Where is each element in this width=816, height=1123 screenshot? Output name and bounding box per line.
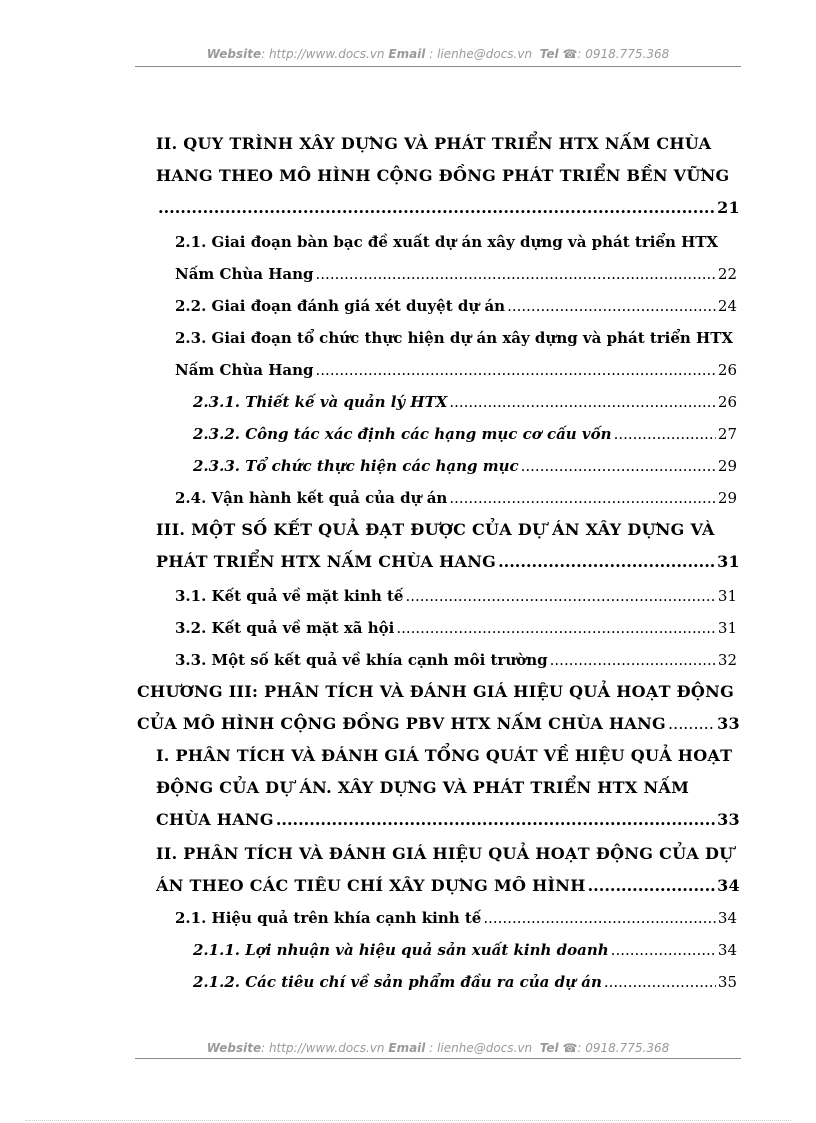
- page-footer: [135, 1041, 741, 1055]
- toc-page-number: 31: [717, 587, 737, 605]
- toc-entry-2-3-line1[interactable]: 2.3. Giai đoạn tổ chức thực hiện dự án xây dựng và phát triển HTX: [175, 329, 734, 347]
- toc-page-number: 34: [717, 876, 740, 895]
- footer-email-label: Email: [388, 1041, 426, 1055]
- toc-entry-2-3-1[interactable]: 2.3.1. Thiết kế và quản lý HTX ..... 26: [193, 392, 737, 412]
- toc-page-number: 35: [717, 973, 737, 991]
- toc-entry-c3-section-1-line2[interactable]: ĐỘNG CỦA DỰ ÁN. XÂY DỰNG VÀ PHÁT TRIỂN HTX NẤM: [156, 778, 690, 797]
- toc-entry-chapter-3-line1[interactable]: CHƯƠNG III: PHÂN TÍCH VÀ ĐÁNH GIÁ HIỆU QUẢ HOẠT ĐỘNG: [137, 682, 735, 701]
- toc-entry-2-1-line2[interactable]: Nấm Chùa Hang ..... 22: [175, 264, 737, 284]
- toc-page-number: 34: [717, 941, 737, 959]
- header-website-url[interactable]: : http://www.docs.vn: [261, 47, 385, 61]
- toc-page-number: 29: [717, 457, 737, 475]
- toc-entry-c3-2-1[interactable]: 2.1. Hiệu quả trên khía cạnh kinh tế ..... 34: [175, 908, 737, 928]
- toc-page-number: 22: [717, 265, 737, 283]
- toc-page-number: 27: [717, 425, 737, 443]
- phone-icon: ☎: [562, 47, 578, 61]
- toc-entry-c3-section-2-line2[interactable]: ÁN THEO CÁC TIÊU CHÍ XÂY DỰNG MÔ HÌNH ..... 34: [156, 876, 740, 896]
- header-tel-number: : 0918.775.368: [577, 47, 670, 61]
- toc-entry-2-3-2[interactable]: 2.3.2. Công tác xác định các hạng mục cơ cấu vốn ..... 27: [193, 424, 737, 444]
- toc-entry-2-1-line1[interactable]: 2.1. Giai đoạn bàn bạc đề xuất dự án xây dựng và phát triển HTX: [175, 233, 719, 251]
- dot-leader: [396, 618, 716, 638]
- toc-page-number: 26: [717, 393, 737, 411]
- footer-tel-label: Tel: [539, 1041, 559, 1055]
- header-website-label: Website: [206, 47, 262, 61]
- dot-leader: [276, 810, 715, 830]
- footer-website-label: Website: [206, 1041, 262, 1055]
- phone-icon: ☎: [562, 1041, 578, 1055]
- toc-entry-c3-2-1-2[interactable]: 2.1.2. Các tiêu chí về sản phẩm đầu ra của dự án ..... 35: [193, 972, 737, 992]
- header-email-address[interactable]: : lienhe@docs.vn: [429, 47, 533, 61]
- footer-website-url[interactable]: : http://www.docs.vn: [261, 1041, 385, 1055]
- footer-tel-number: : 0918.775.368: [577, 1041, 670, 1055]
- toc-entry-2-3-line2[interactable]: Nấm Chùa Hang ..... 26: [175, 360, 737, 380]
- toc-page-number: 33: [717, 714, 740, 733]
- dot-leader: [521, 456, 716, 476]
- dot-leader: [614, 424, 716, 444]
- header-email-label: Email: [388, 47, 426, 61]
- dot-leader: [498, 552, 715, 572]
- page-bottom-divider: [25, 1120, 791, 1121]
- toc-page-number: 26: [717, 361, 737, 379]
- dot-leader: [550, 650, 716, 670]
- dot-leader: [483, 908, 716, 928]
- toc-page-number: 34: [717, 909, 737, 927]
- toc-entry-chapter-3-line2[interactable]: CỦA MÔ HÌNH CỘNG ĐỒNG PBV HTX NẤM CHÙA HANG ..... 33: [137, 714, 740, 734]
- toc-page-number: 31: [717, 552, 740, 571]
- toc-entry-section-3-line1[interactable]: III. MỘT SỐ KẾT QUẢ ĐẠT ĐƯỢC CỦA DỰ ÁN XÂY DỰNG VÀ: [156, 520, 715, 539]
- toc-entry-c3-section-2-line1[interactable]: II. PHÂN TÍCH VÀ ĐÁNH GIÁ HIỆU QUẢ HOẠT ĐỘNG CỦA DỰ: [156, 844, 734, 863]
- toc-entry-3-3[interactable]: 3.3. Một số kết quả về khía cạnh môi trường ..... 32: [175, 650, 737, 670]
- dot-leader: [507, 296, 716, 316]
- toc-entry-section-2-line1[interactable]: II. QUY TRÌNH XÂY DỰNG VÀ PHÁT TRIỂN HTX NẤM CHÙA: [156, 134, 712, 153]
- dot-leader: [316, 360, 716, 380]
- toc-entry-c3-section-1-line3[interactable]: CHÙA HANG ..... 33: [156, 810, 740, 830]
- toc-page-number: 33: [717, 810, 740, 829]
- dot-leader: [405, 586, 715, 606]
- dot-leader: [668, 714, 715, 734]
- toc-entry-c3-2-1-1[interactable]: 2.1.1. Lợi nhuận và hiệu quả sản xuất kinh doanh ..... 34: [193, 940, 737, 960]
- dot-leader: [588, 876, 716, 896]
- toc-entry-section-3-line2[interactable]: PHÁT TRIỂN HTX NẤM CHÙA HANG ..... 31: [156, 552, 740, 572]
- toc-entry-section-2-leader[interactable]: [156, 198, 740, 218]
- toc-entry-section-2-line2[interactable]: HANG THEO MÔ HÌNH CỘNG ĐỒNG PHÁT TRIỂN BỀN VỮNG: [156, 166, 730, 185]
- dot-leader: [449, 488, 716, 508]
- toc-page-number: 24: [717, 297, 737, 315]
- toc-page-number: 32: [717, 651, 737, 669]
- dot-leader: [604, 972, 716, 992]
- toc-entry-3-2[interactable]: 3.2. Kết quả về mặt xã hội ..... 31: [175, 618, 737, 638]
- dot-leader: [611, 940, 716, 960]
- toc-entry-2-4[interactable]: 2.4. Vận hành kết quả của dự án ..... 29: [175, 488, 737, 508]
- toc-entry-3-1[interactable]: 3.1. Kết quả về mặt kinh tế ..... 31: [175, 586, 737, 606]
- toc-page-number: 21: [717, 198, 740, 217]
- toc-page-number: 29: [717, 489, 737, 507]
- footer-rule: [135, 1058, 741, 1059]
- dot-leader: [158, 198, 715, 218]
- toc-entry-2-2[interactable]: 2.2. Giai đoạn đánh giá xét duyệt dự án ..... 24: [175, 296, 737, 316]
- toc-entry-c3-section-1-line1[interactable]: I. PHÂN TÍCH VÀ ĐÁNH GIÁ TỔNG QUÁT VỀ HIỆU QUẢ HOẠT: [156, 746, 733, 765]
- footer-email-address[interactable]: : lienhe@docs.vn: [429, 1041, 533, 1055]
- dot-leader: [449, 392, 716, 412]
- toc-page-number: 31: [717, 619, 737, 637]
- toc-entry-2-3-3[interactable]: 2.3.3. Tổ chức thực hiện các hạng mục ..... 29: [193, 456, 737, 476]
- header-tel-label: Tel: [539, 47, 559, 61]
- dot-leader: [316, 264, 716, 284]
